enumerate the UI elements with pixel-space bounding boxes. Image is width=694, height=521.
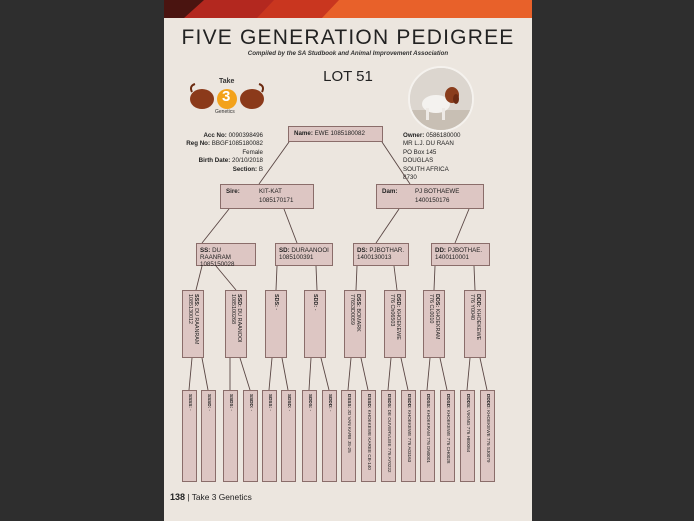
fifth-generation-label: DDDD: [485,394,491,409]
great-grandparent-text [230,294,242,343]
fifth-generation-label: SSSS: [187,394,193,408]
fifth-generation-box [281,390,296,482]
sex-value: Female [242,148,263,156]
ds-label: DS: [357,247,368,254]
fifth-generation-name: - [206,409,212,411]
great-grandparent-text [349,294,361,332]
footer-separator: | [185,492,192,502]
acc-value: 0090398496 [228,132,263,139]
section-label: Section: [232,165,258,173]
grandparent-ds-box [353,243,409,266]
fifth-generation-name: KHOEKEWE 776 SJ0079 [485,410,491,463]
fifth-generation-box [420,390,435,482]
fifth-generation-box [440,390,455,482]
grandparent-sd-box [275,243,333,266]
logo-number: 3 [222,88,231,105]
fifth-generation-box [262,390,277,482]
fifth-generation-box [322,390,337,482]
sire-number: 1085170171 [259,197,294,204]
great-grandparent-label: DSS: [355,294,362,307]
great-grandparent-text [428,294,440,340]
great-grandparent-name: KHOEKRAM [434,308,441,340]
owner-line3: SOUTH AFRICA [403,165,449,173]
fifth-generation-text [444,394,450,463]
fifth-generation-label: DSDD: [406,394,412,409]
page-number: 138 [170,492,186,502]
name-label: Name: [294,130,313,137]
fifth-generation-box [223,390,238,482]
fifth-generation-box [302,390,317,482]
dam-name: PJ BOTHAEWE [415,188,460,195]
ss-number: 1085150028 [200,261,235,268]
great-grandparent-number: 77653D0059 [349,294,355,325]
great-grandparent-text [389,294,401,340]
dam-box [376,184,484,209]
great-grandparent-name: KHOEKEWE [475,308,482,341]
fifth-generation-label: SDDD: [327,394,333,409]
sd-label: SD: [279,247,290,254]
great-grandparent-name: - [312,308,319,311]
fifth-generation-label: SDSD: [286,394,292,409]
owner-number: 0586180000 [426,132,461,139]
great-grandparent-box [304,290,326,358]
fifth-generation-label: SDDS: [307,394,313,409]
dd-number: 1400110001 [435,254,469,261]
fifth-generation-text [326,394,332,411]
great-grandparent-box [225,290,247,358]
great-grandparent-label: DDD: [475,294,482,308]
great-grandparent-box [464,290,486,358]
great-grandparent-text [187,294,199,344]
great-grandparent-number: 776 Y0040 [469,294,475,320]
fifth-generation-name: KHOEKRAM 776 DN0001 [425,409,431,463]
fifth-generation-label: SSDS: [228,394,234,409]
great-grandparent-number: 1085100268 [230,294,236,324]
grandparent-dd-box [431,243,490,266]
logo-top-text: Take [219,78,235,85]
fifth-generation-name: - [248,409,254,412]
animal-name-box [288,126,383,142]
fifth-generation-label: SSSD: [206,394,212,409]
fifth-generation-box [243,390,258,482]
great-grandparent-name: DU RAANOOI [236,308,243,343]
name-value: EWE 1085180082 [314,130,365,137]
fifth-generation-name: - [307,409,313,412]
great-grandparent-box [423,290,445,358]
page-subtitle: Compiled by the SA Studbook and Animal Improvement Association [247,50,449,57]
fifth-generation-label: DSSD: [366,394,372,409]
fifth-generation-name: - [267,409,273,411]
ss-label: SS: [200,247,211,254]
fifth-generation-name: VIKING 776 HB0064 [465,409,471,453]
owner-line2: DOUGLAS [403,157,434,165]
great-grandparent-box [344,290,366,358]
fifth-generation-text [285,394,291,411]
acc-label: Acc No: [203,132,227,139]
fifth-generation-text [266,394,272,411]
fifth-generation-label: DDDS: [465,394,471,409]
sire-name: KIT-KAT [259,188,282,195]
fifth-generation-text [227,394,233,411]
fifth-generation-text [345,394,351,453]
great-grandparent-name: - [273,308,280,311]
fifth-generation-text [464,394,470,452]
great-grandparent-text [312,294,318,310]
lot-number: LOT 51 [323,68,373,85]
owner-line1: PO Box 145 [403,148,437,156]
great-grandparent-label: SSS: [193,294,200,307]
fifth-generation-name: KHOEKEWE KAREE CB-140 [366,409,372,470]
sd-number: 1085100391 [279,254,314,261]
owner-label: Owner: [403,132,425,139]
fifth-generation-name: - [228,409,234,411]
great-grandparent-name: KHOEKEWE [395,308,402,340]
great-grandparent-name: BOMARK [355,308,362,332]
dam-label: Dam: [382,188,398,195]
reg-value: BBGF1085180082 [211,140,263,148]
fifth-generation-box [460,390,475,482]
dd-name: PJBOTHAE. [447,247,483,254]
fifth-generation-text [186,394,192,411]
fifth-generation-text [365,394,371,470]
fifth-generation-text [424,394,430,463]
birth-value: 20/10/2018 [232,157,263,165]
reg-label: Reg No: [186,140,210,148]
great-grandparent-label: DSD: [395,294,402,308]
fifth-generation-box [201,390,216,482]
fifth-generation-box [401,390,416,482]
pedigree-page [164,0,532,521]
grandparent-ss-box [196,243,256,266]
fifth-generation-name: - [286,409,292,412]
great-grandparent-number: 1085130012 [187,294,193,324]
fifth-generation-box [480,390,495,482]
great-grandparent-label: SSD: [236,294,243,307]
logo-bottom-text: Genetics [215,109,235,115]
fifth-generation-name: - [187,409,193,411]
fifth-generation-label: DDSS: [425,394,431,409]
fifth-generation-box [341,390,356,482]
fifth-generation-name: DE OUVERVLEIE 776 AY0222 [386,409,392,473]
sire-box [220,184,314,209]
great-grandparent-box [182,290,204,358]
sire-label: Sire: [226,188,240,195]
fifth-generation-label: SDSS: [267,394,273,409]
great-grandparent-text [273,294,279,310]
page-title: FIVE GENERATION PEDIGREE [181,26,515,49]
great-grandparent-number: 776 CL0010 [428,294,434,324]
great-grandparent-text [469,294,481,340]
fifth-generation-name: - [327,409,333,412]
fifth-generation-label: SSDD: [248,394,254,409]
section-value: B [258,165,263,173]
fifth-generation-text [247,394,253,411]
great-grandparent-label: DDS: [434,294,441,308]
owner-name: MR L.J. DU RAAN [403,140,454,148]
fifth-generation-name: KHOEKEWE 776 CH0028 [445,409,451,464]
page-footer [170,492,252,502]
fifth-generation-name: JO VAN KARB JS-25 [346,409,352,453]
fifth-generation-box [182,390,197,482]
fifth-generation-box [381,390,396,482]
footer-text: Take 3 Genetics [191,492,252,502]
ds-name: PJBOTHAR. [369,247,405,254]
ds-number: 1400130013 [357,254,392,261]
fifth-generation-label: DSSS: [346,394,352,409]
owner-line4: 8730 [403,174,417,182]
great-grandparent-number: 776 Ch06503 [389,294,395,327]
fifth-generation-text [385,394,391,472]
dam-number: 1400150176 [415,197,450,204]
great-grandparent-label: SDS: [273,294,280,307]
dd-label: DD: [435,247,446,254]
great-grandparent-name: DU RAANRAM [193,308,200,345]
fifth-generation-name: KHOEKEWE 776 A03163 [406,409,412,463]
fifth-generation-text [405,394,411,462]
fifth-generation-box [361,390,376,482]
fifth-generation-label: DDSD: [445,394,451,409]
great-grandparent-label: SDD: [312,294,319,308]
birth-label: Birth Date: [198,157,231,165]
fifth-generation-text [484,394,490,462]
sd-name: DURAANOOI [291,247,329,254]
great-grandparent-box [265,290,287,358]
ss-name: DU RAANRAM [200,247,231,261]
fifth-generation-text [205,394,211,411]
fifth-generation-text [306,394,312,411]
fifth-generation-label: DSDS: [386,394,392,409]
great-grandparent-box [384,290,406,358]
